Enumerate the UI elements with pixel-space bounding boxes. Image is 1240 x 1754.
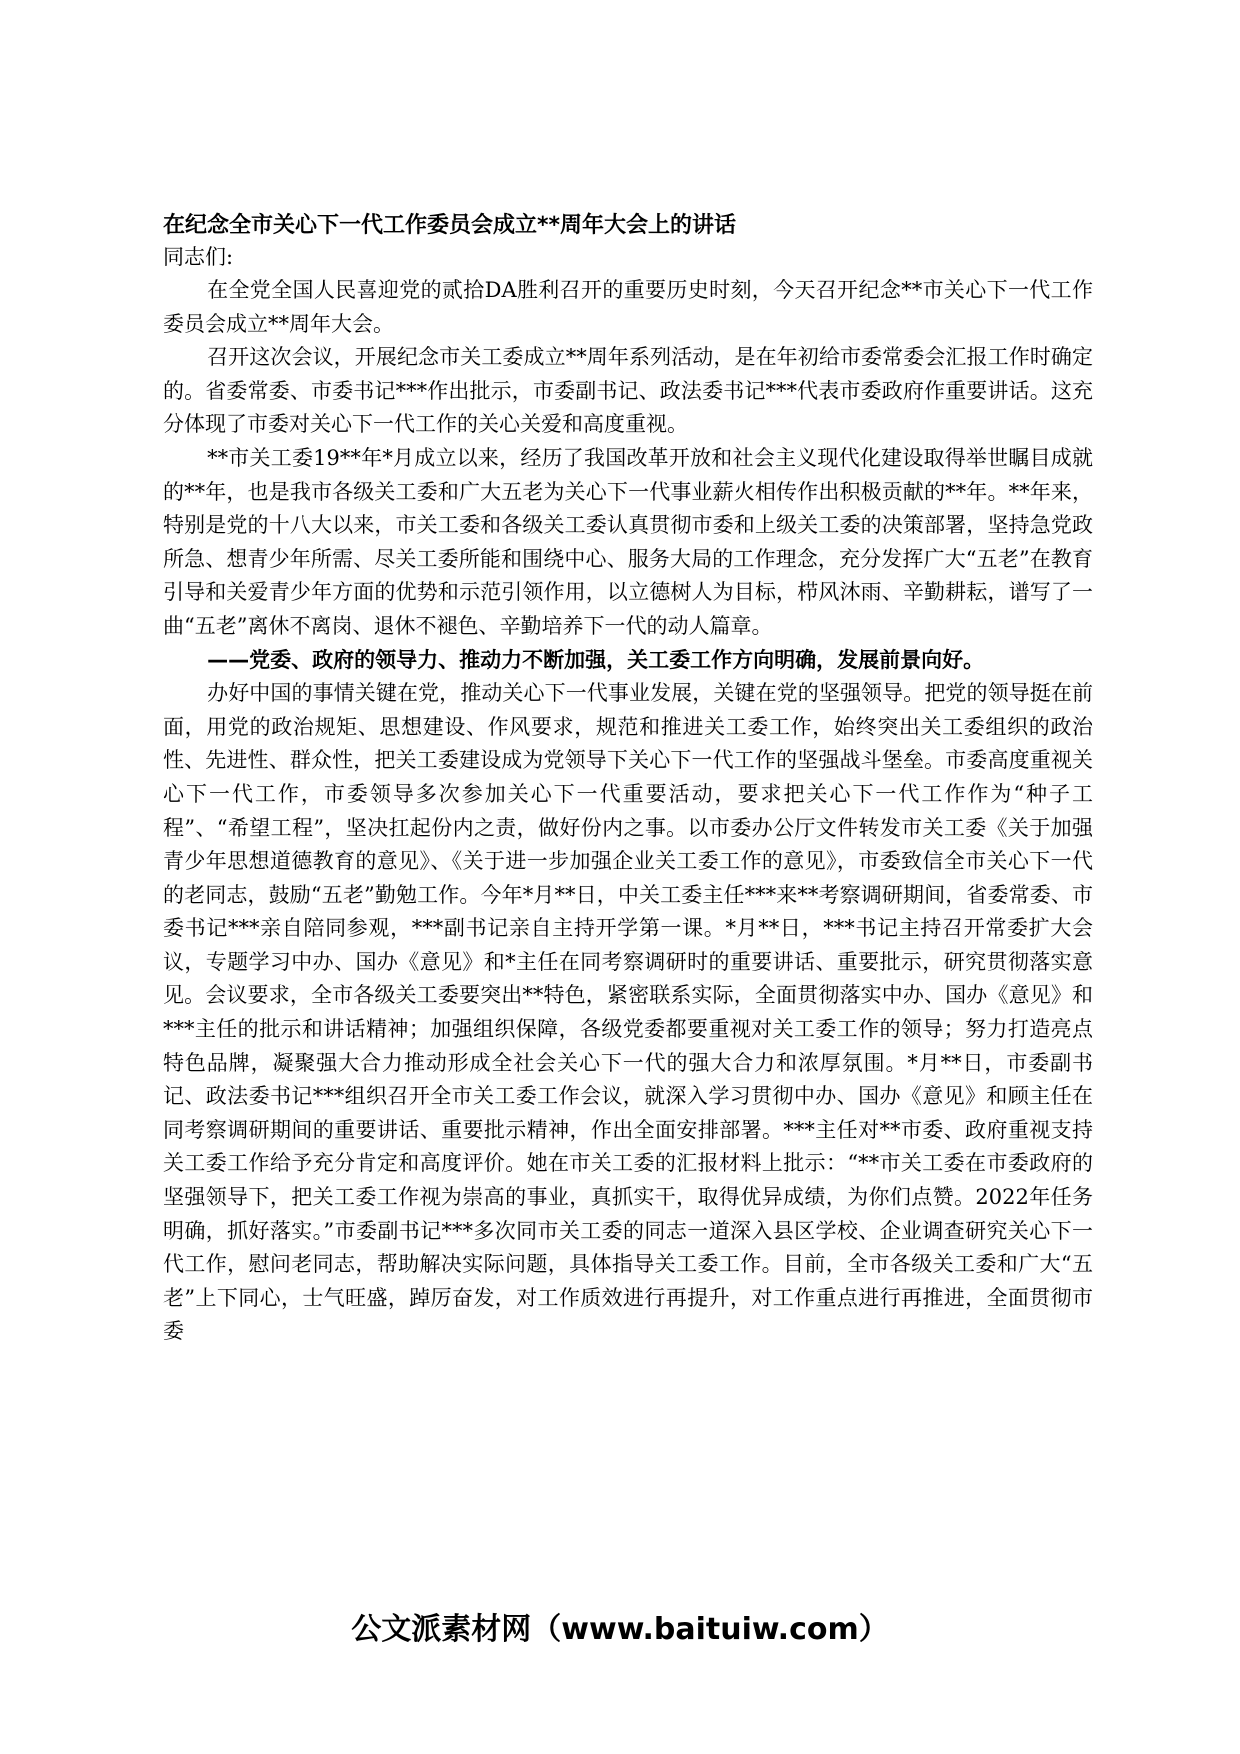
section-heading: ——党委、政府的领导力、推动力不断加强，关工委工作方向明确，发展前景向好。 <box>207 647 985 672</box>
paragraph-meeting-background: 召开这次会议，开展纪念市关工委成立**周年系列活动，是在年初给市委常委会汇报工作时确定的。省委常委、市委书记***作出批示，市委副书记、政法委书记***代表市委政府作重要讲话。这充分体现了市委对关心下一代工作的关心关爱和高度重视。 <box>163 345 1093 437</box>
paragraph-history: **市关工委19**年*月成立以来，经历了我国改革开放和社会主义现代化建设取得举世瞩目成就的**年，也是我市各级关工委和广大五老为关心下一代事业薪火相传作出积极贡献的**年。**年来，特别是党的十八大以来，市关工委和各级关工委认真贯彻市委和上级关工委的决策部署，坚持急党政所急、想青少年所需、尽关工委所能和围绕中心、服务大局的工作理念，充分发挥广大“五老”在教育引导和关爱青少年方面的优势和示范引领作用，以立德树人为目标，栉风沐雨、辛勤耕耘，谱写了一曲“五老”离休不离岗、退休不褪色、辛勤培养下一代的动人篇章。 <box>163 445 1093 638</box>
document-title: 在纪念全市关心下一代工作委员会成立**周年大会上的讲话 <box>163 213 737 238</box>
paragraph-opening: 在全党全国人民喜迎党的贰拾DA胜利召开的重要历史时刻，今天召开纪念**市关心下一代工作委员会成立**周年大会。 <box>163 278 1093 336</box>
paragraph-party-leadership: 办好中国的事情关键在党，推动关心下一代事业发展，关键在党的坚强领导。把党的领导挺在前面，用党的政治规矩、思想建设、作风要求，规范和推进关工委工作，始终突出关工委组织的政治性、先进性、群众性，把关工委建设成为党领导下关心下一代工作的坚强战斗堡垒。市委高度重视关心下一代工作，市委领导多次参加关心下一代重要活动，要求把关心下一代工作作为“种子工程”、“希望工程”，坚决扛起份内之责，做好份内之事。以市委办公厅文件转发市关工委《关于加强青少年思想道德教育的意见》、《关于进一步加强企业关工委工作的意见》，市委致信全市关心下一代的老同志，鼓励“五老”勤勉工作。今年*月**日，中关工委主任***来**考察调研期间，省委常委、市委书记***亲自陪同参观，***副书记亲自主持开学第一课。*月**日，***书记主持召开常委扩大会议，专题学习中办、国办《意见》和*主任在同考察调研时的重要讲话、重要批示，研究贯彻落实意见。会议要求，全市各级关工委要突出**特色，紧密联系实际，全面贯彻落实中办、国办《意见》和***主任的批示和讲话精神；加强组织保障，各级党委都要重视对关工委工作的领导；努力打造亮点特色品牌，凝聚强大合力推动形成全社会关心下一代的强大合力和浓厚氛围。*月**日，市委副书记、政法委书记***组织召开全市关工委工作会议，就深入学习贯彻中办、国办《意见》和顾主任在同考察调研期间的重要讲话、重要批示精神，作出全面安排部署。***主任对**市委、政府重视支持关工委工作给予充分肯定和高度评价。她在市关工委的汇报材料上批示：“**市关工委在市委政府的坚强领导下，把关工委工作视为崇高的事业，真抓实干，取得优异成绩，为你们点赞。2022年任务明确，抓好落实。”市委副书记***多次同市关工委的同志一道深入县区学校、企业调查研究关心下一代工作，慰问老同志，帮助解决实际问题，具体指导关工委工作。目前，全市各级关工委和广大“五老”上下同心，士气旺盛，踔厉奋发，对工作质效进行再提升，对工作重点进行再推进，全面贯彻市委 <box>163 681 1093 1344</box>
document-page <box>163 210 1093 1349</box>
salutation: 同志们: <box>163 245 234 269</box>
footer-watermark: 公文派素材网（www.baituiw.com） <box>351 1612 889 1647</box>
